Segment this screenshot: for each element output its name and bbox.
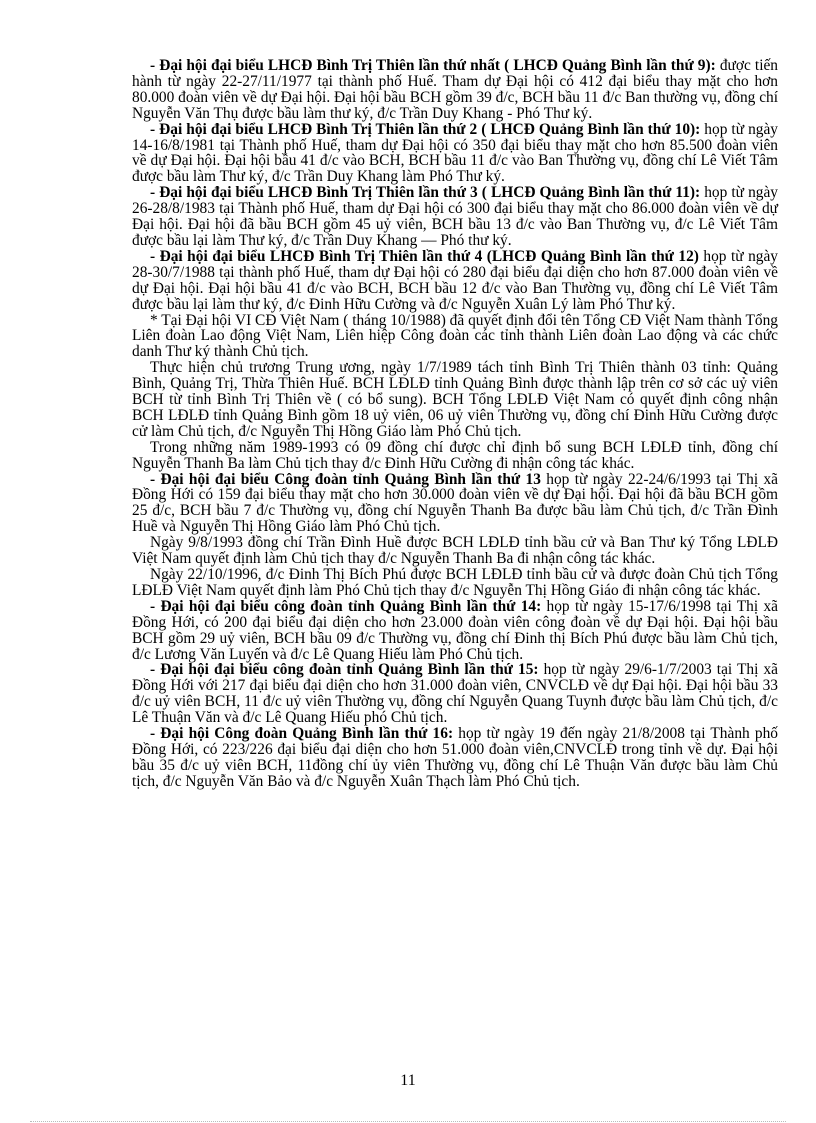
- paragraph-text: họp từ ngày 28-30/7/1988 tại thành phố Huế, tham dự Đại hội có 280 đại biểu đại diện cho hơn 87.000 đoàn viên về dự Đại hội. Đại hội bầu 41 đ/c vào BCH, BCH bầu 12 đ/c vào Ban Thường vụ, đồng chí Lê Viết Tâm được bầu lại làm thư ký, đ/c Đinh Hữu Cường và đ/c Nguyễn Xuân Lý làm Phó Thư ký.: [132, 247, 778, 313]
- paragraph-text: họp từ ngày 19 đến ngày 21/8/2008 tại Thành phố Đồng Hới, có 223/226 đại biểu đại diện cho hơn 51.000 đoàn viên,CNVCLĐ trong tỉnh về dự. Đại hội bầu 35 đ/c uỷ viên BCH, 11đồng chí ủy viên Thường vụ, đồng chí Lê Thuận Văn được bầu làm Chủ tịch, đ/c Nguyễn Văn Bảo và đ/c Nguyễn Xuân Thạch làm Phó Chủ tịch.: [132, 725, 778, 790]
- paragraph-heading: - Đại hội đại biểu LHCĐ Bình Trị Thiên lần thứ nhất ( LHCĐ Quảng Bình lần thứ 9):: [150, 57, 716, 74]
- paragraph-text: Thực hiện chủ trương Trung ương, ngày 1/7/1989 tách tỉnh Bình Trị Thiên thành 03 tỉnh: Quảng Bình, Quảng Trị, Thừa Thiên Huế. BCH LĐLĐ tỉnh Quảng Bình được thành lập trên cơ sở các uỷ viên BCH từ tỉnh Bình Trị Thiên về ( có bổ sung). BCH Tổng LĐLĐ Việt Nam có quyết định công nhận BCH LĐLĐ tỉnh Quảng Bình gồm 18 uỷ viên, 06 uỷ viên Thường vụ, đồng chí Đinh Hữu Cường được cử làm Chủ tịch, đ/c Nguyễn Thị Hồng Giáo làm Phó Chủ tịch.: [132, 359, 778, 440]
- paragraph-heading: - Đại hội Công đoàn Quảng Bình lần thứ 16:: [150, 725, 454, 743]
- paragraph-text: họp từ ngày 26-28/8/1983 tại Thành phố Huế, tham dự Đại hội có 300 đại biểu thay mặt cho 86.000 đoàn viên về dự Đại hội. Đại hội đã bầu BCH gồm 45 uỷ viên, BCH bầu 13 đ/c vào Ban Thường vụ, đ/c Lê Viết Tâm được bầu lại làm Thư ký, đ/c Trần Duy Khang — Phó thư ký.: [132, 184, 779, 249]
- paragraph-heading: - Đại hội đại biểu Công đoàn tỉnh Quảng Bình lần thứ 13: [150, 470, 541, 488]
- paragraph-text: Trong những năm 1989-1993 có 09 đồng chí được chỉ định bổ sung BCH LĐLĐ tỉnh, đồng chí Nguyễn Thanh Ba làm Chủ tịch thay đ/c Đinh Hữu Cường đi nhận công tác khác.: [132, 438, 778, 472]
- paragraph-heading: - Đại hội đại biểu công đoàn tỉnh Quảng Bình lần thứ 14:: [150, 597, 542, 615]
- paragraph-heading: - Đại hội đại biểu LHCĐ Bình Trị Thiên lần thứ 4 (LHCĐ Quảng Bình lần thứ 12): [150, 247, 699, 265]
- footer-divider: [30, 1121, 786, 1122]
- paragraph-heading: - Đại hội đại biểu công đoàn tỉnh Quảng Bình lần thứ 15:: [150, 661, 539, 679]
- paragraph-11: [132, 599, 778, 663]
- paragraph-text: họp từ ngày 15-17/6/1998 tại Thị xã Đồng Hới, có 200 đại biểu đại diện cho hơn 23.000 đoàn viên công đoàn về dự Đại hội. Đại hội bầu BCH gồm 29 uỷ viên, BCH bầu 09 đ/c Thường vụ, đồng chí Đinh thị Bích Phú được bầu làm Chủ tịch, đ/c Lương Văn Luyến và đ/c Lê Quang Hiếu làm Phó Chủ tịch.: [132, 597, 778, 663]
- paragraph-4: [132, 249, 778, 313]
- paragraph-heading: - Đại hội đại biểu LHCĐ Bình Trị Thiên lần thứ 2 ( LHCĐ Quảng Bình lần thứ 10):: [150, 120, 701, 138]
- paragraph-3: [132, 185, 778, 249]
- paragraph-5: [132, 313, 778, 361]
- paragraph-heading: - Đại hội đại biểu LHCĐ Bình Trị Thiên lần thứ 3 ( LHCĐ Quảng Bình lần thứ 11):: [150, 184, 701, 202]
- paragraph-text: họp từ ngày 22-24/6/1993 tại Thị xã Đồng Hới có 159 đại biểu thay mặt cho hơn 30.000 đoàn viên về dự Đại hội. Đại hội đã bầu BCH gồm 25 đ/c, BCH bầu 7 đ/c Thường vụ, đồng chí Nguyễn Thanh Ba được bầu làm Chủ tịch, đ/c Trần Đình Huề và Nguyễn Thị Hồng Giáo làm Phó Chủ tịch.: [132, 470, 779, 536]
- paragraph-6: [132, 360, 778, 440]
- page-number: 11: [400, 1072, 416, 1089]
- paragraph-text: Ngày 22/10/1996, đ/c Đinh Thị Bích Phú được BCH LĐLĐ tỉnh bầu cử và được đoàn Chủ tịch Tổng LĐLĐ Việt Nam quyết định làm Phó Chủ tịch thay đ/c Nguyễn Thị Hồng Giáo đi nhận công tác khác.: [132, 566, 778, 599]
- paragraph-7: [132, 440, 778, 472]
- paragraph-8: [132, 472, 778, 536]
- paragraph-text: họp từ ngày 14-16/8/1981 tại Thành phố Huế, tham dự Đại hội có 350 đại biểu thay mặt cho hơn 85.500 đoàn viên về dự Đại hội. Đại hội bầu 41 đ/c vào BCH, BCH bầu 11 đ/c vào Ban Thường vụ, đồng chí Lê Viết Tâm được bầu làm Thư ký, đ/c Trần Duy Khang làm Phó Thư ký.: [132, 120, 778, 186]
- paragraph-12: [132, 662, 778, 726]
- paragraph-text: họp từ ngày 29/6-1/7/2003 tại Thị xã Đồng Hới với 217 đại biểu đại diện cho hơn 31.000 đoàn viên, CNVCLĐ về dự Đại hội. Đại hội bầu 33 đ/c uỷ viên BCH, 11 đ/c uỷ viên Thường vụ, đồng chí Nguyễn Quang Tuynh được bầu làm Chủ tịch, đ/c Lê Thuận Văn và đ/c Lê Quang Hiếu phó Chủ tịch.: [132, 661, 778, 727]
- paragraph-1: [132, 58, 778, 122]
- document-body: [132, 58, 778, 790]
- paragraph-13: [132, 726, 778, 790]
- paragraph-text: * Tại Đại hội VI CĐ Việt Nam ( tháng 10/1988) đã quyết định đổi tên Tổng CĐ Việt Nam thành Tổng Liên đoàn Lao động Việt Nam, Liên hiệp Công đoàn các tỉnh thành Liên đoàn Lao động và các chức danh Thư ký thành Chủ tịch.: [132, 311, 778, 361]
- paragraph-9: [132, 535, 778, 567]
- paragraph-2: [132, 122, 778, 186]
- paragraph-text: được tiến hành từ ngày 22-27/11/1977 tại thành phố Huế. Tham dự Đại hội có 412 đại biểu thay mặt cho hơn 80.000 đoàn viên về dự Đại hội. Đại hội bầu BCH gồm 39 đ/c, BCH bầu 11 đ/c Ban thường vụ, đồng chí Nguyễn Văn Thụ được bầu làm thư ký, đ/c Trần Duy Khang - Phó Thư ký.: [132, 57, 778, 122]
- paragraph-10: [132, 567, 778, 599]
- paragraph-text: Ngày 9/8/1993 đồng chí Trần Đình Huề được BCH LĐLĐ tỉnh bầu cử và Ban Thư ký Tổng LĐLĐ Việt Nam quyết định làm Chủ tịch thay đ/c Nguyễn Thanh Ba đi nhận công tác khác.: [132, 534, 778, 568]
